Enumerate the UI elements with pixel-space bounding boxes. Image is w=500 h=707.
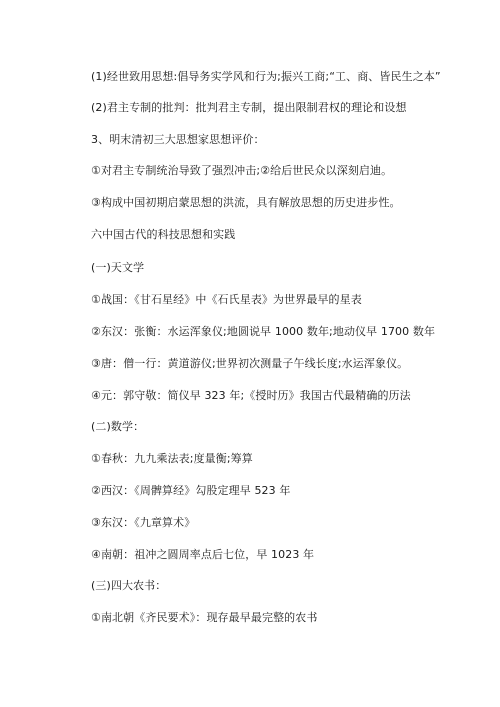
subsection-heading: (三)四大农书： bbox=[91, 579, 167, 592]
text-line: ②西汉：《周髀算经》勾股定理早 523 年 bbox=[91, 484, 291, 497]
text-line: ③构成中国初期启蒙思想的洪流，具有解放思想的历史进步性。 bbox=[91, 196, 401, 209]
text-line: ②东汉：张衡：水运浑象仪;地圆说早 1000 数年;地动仪早 1700 数年 bbox=[91, 325, 436, 338]
text-line: (2)君主专制的批判：批判君主专制，提出限制君权的理论和设想 bbox=[91, 101, 407, 114]
text-line: ①南北朝《齐民要术》：现存最早最完整的农书 bbox=[91, 611, 318, 624]
subsection-heading: (一)天文学 bbox=[91, 261, 145, 274]
text-line: (1)经世致用思想:倡导务实学风和行为;振兴工商;“工、商、皆民生之本” bbox=[91, 70, 441, 83]
text-line: ④南朝：祖冲之圆周率点后七位，早 1023 年 bbox=[91, 548, 315, 561]
text-line: ③东汉：《九章算术》 bbox=[91, 516, 196, 529]
text-line: ①对君主专制统治导致了强烈冲击;②给后世民众以深刻启迪。 bbox=[91, 164, 393, 177]
text-line: ①战国：《甘石星经》中《石氏星表》为世界最早的星表 bbox=[91, 293, 362, 306]
section-heading: 六中国古代的科技思想和实践 bbox=[91, 228, 236, 241]
subsection-heading: (二)数学： bbox=[91, 420, 145, 433]
text-line: ④元：郭守敬：简仪早 323 年;《授时历》我国古代最精确的历法 bbox=[91, 389, 411, 402]
text-line: ③唐：僧一行：黄道游仪;世界初次测量子午线长度;水运浑象仪。 bbox=[91, 357, 409, 370]
text-line: ①春秋：九九乘法表;度量衡;筹算 bbox=[91, 452, 253, 465]
text-line: 3、明末清初三大思想家思想评价： bbox=[91, 133, 265, 146]
